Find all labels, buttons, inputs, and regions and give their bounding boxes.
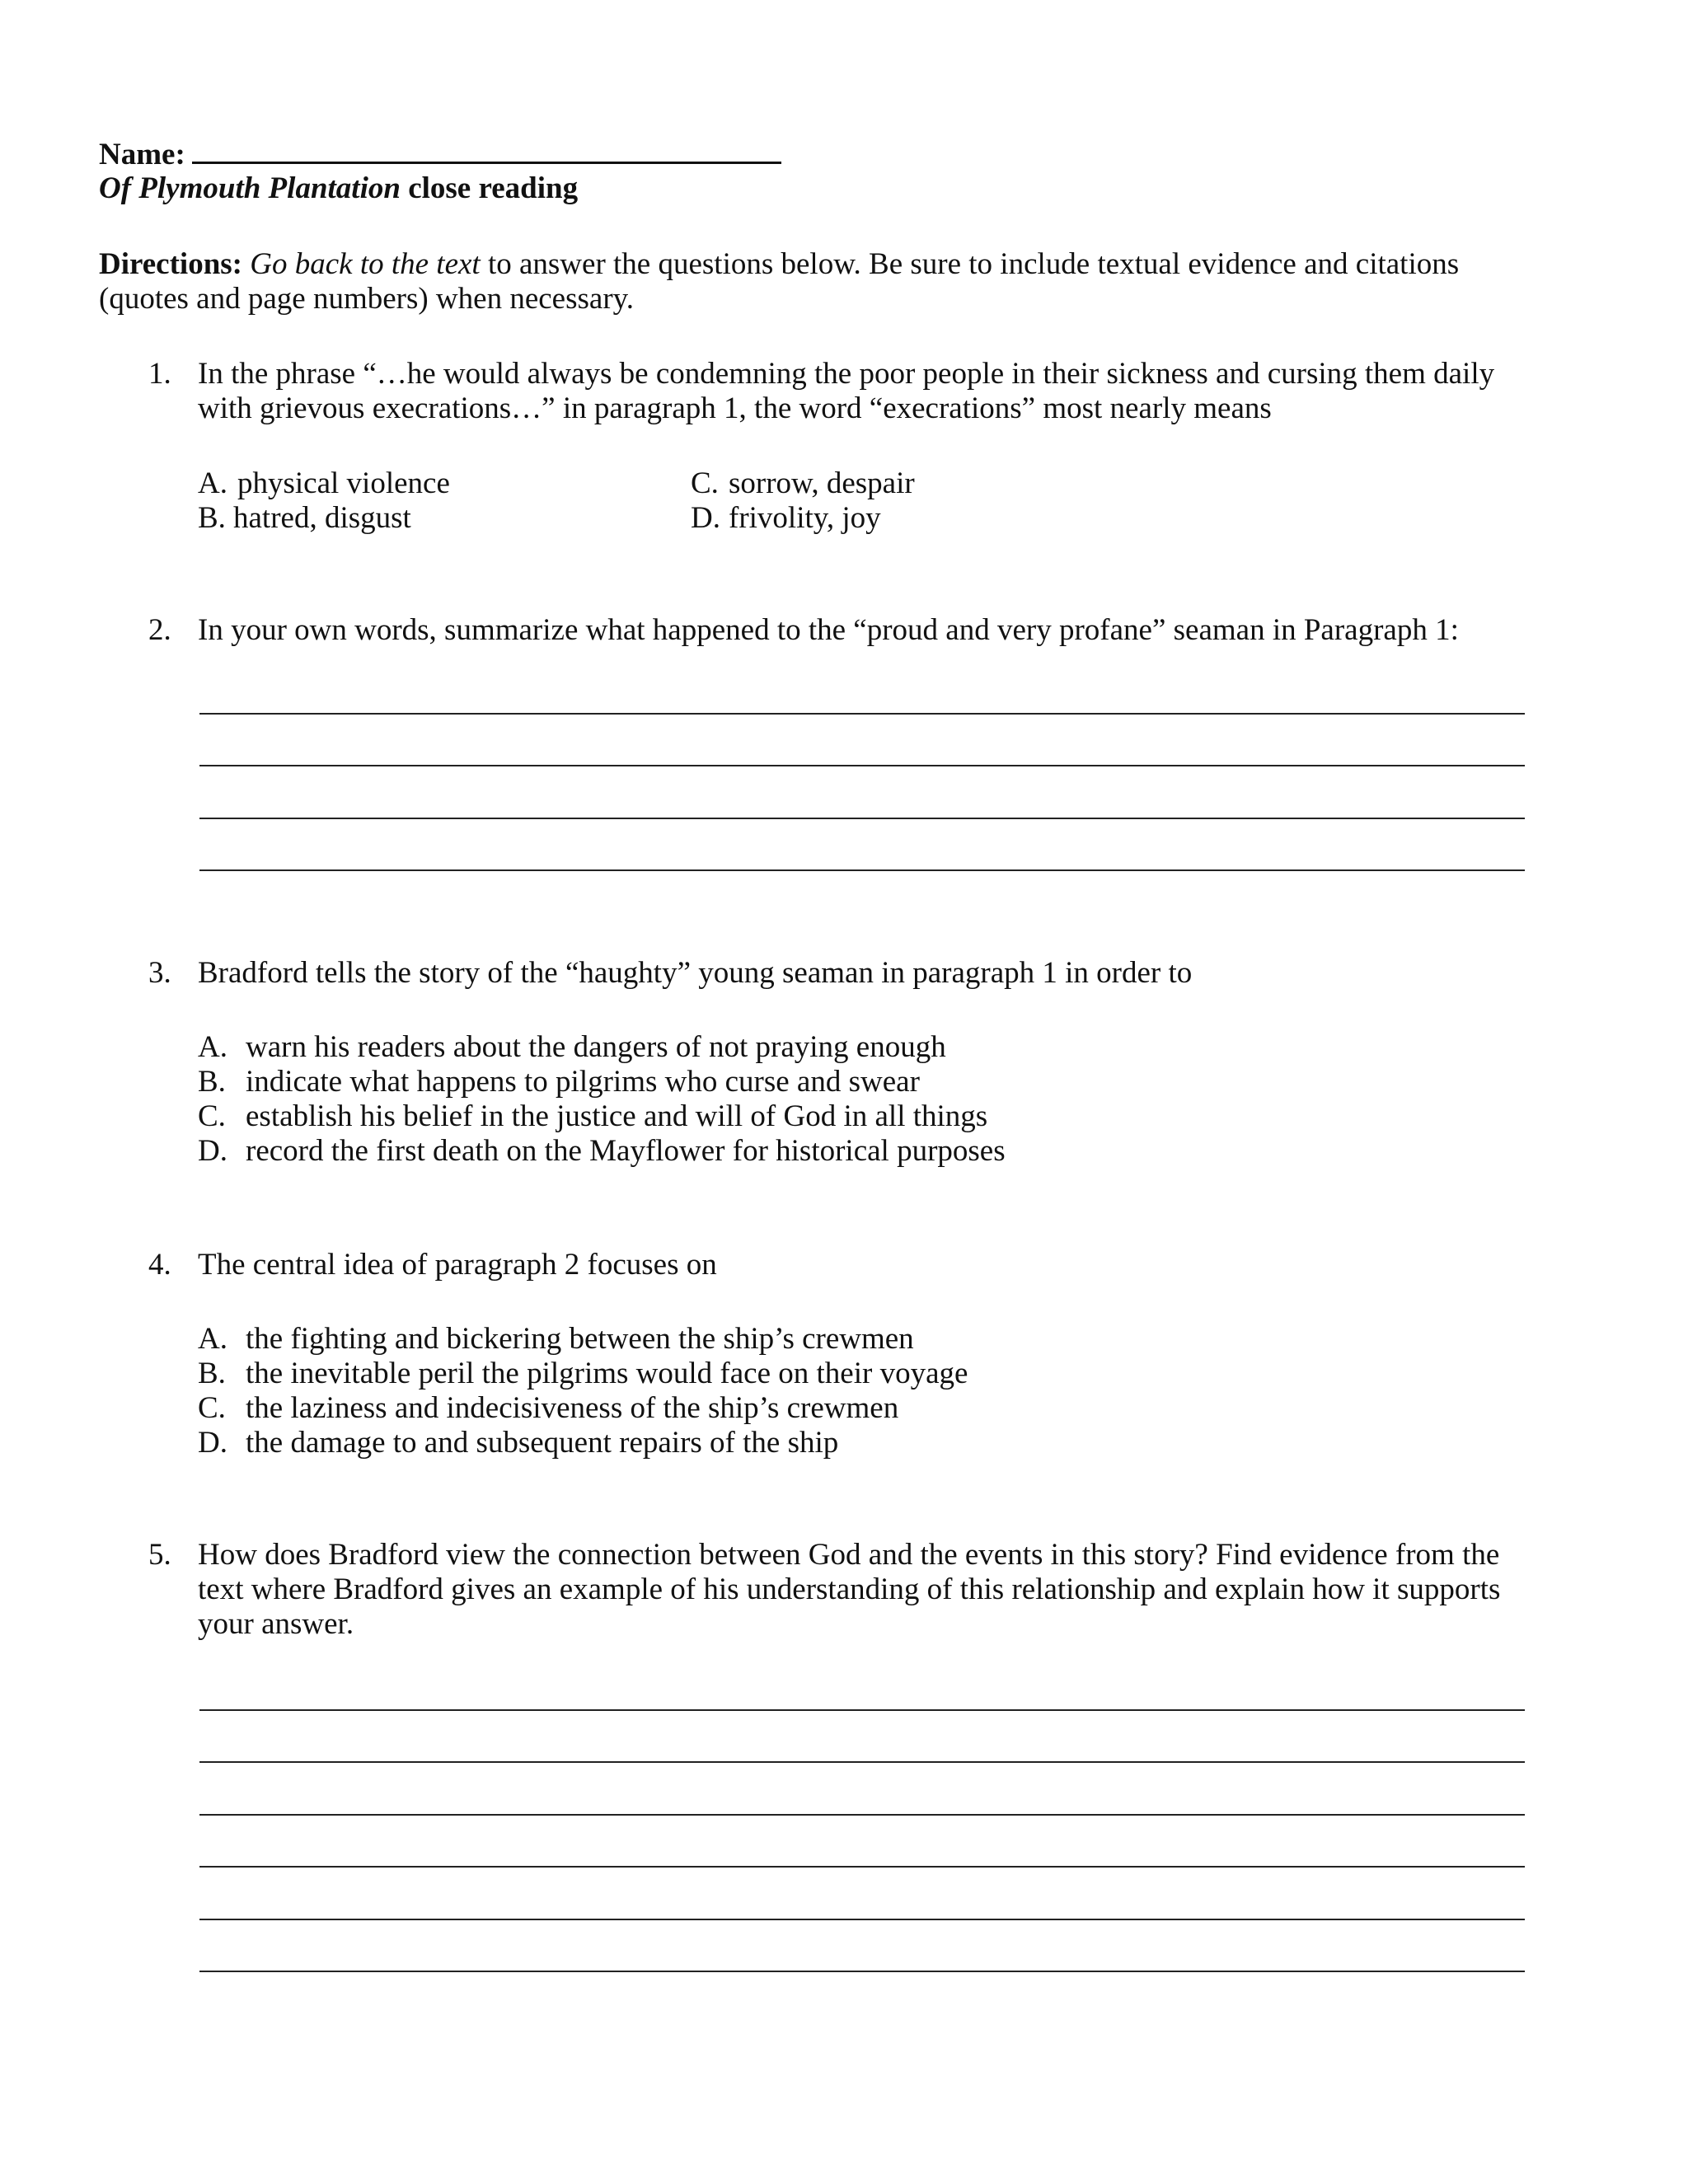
answer-line[interactable] (199, 1919, 1525, 1920)
option-letter: D. (198, 1426, 227, 1460)
answer-line[interactable] (199, 818, 1525, 819)
page-title (99, 171, 578, 206)
option-letter: C. (198, 1391, 226, 1425)
name-label: Name: (99, 138, 185, 171)
question-text-line: with grievous execrations…” in paragraph 1, the word “execrations” most nearly means (198, 391, 1272, 425)
option-text[interactable]: hatred, disgust (233, 501, 411, 535)
option-letter: B. (198, 1065, 226, 1099)
option-text[interactable]: establish his belief in the justice and will of God in all things (246, 1099, 988, 1133)
option-text[interactable]: physical violence (237, 466, 450, 500)
question-number: 2. (148, 613, 171, 647)
directions-label: Directions: (99, 247, 242, 281)
option-letter: C. (691, 466, 719, 500)
answer-line[interactable] (199, 713, 1525, 715)
option-text[interactable]: the fighting and bickering between the ship’s crewmen (246, 1322, 914, 1356)
answer-line[interactable] (199, 765, 1525, 766)
option-letter: C. (198, 1099, 226, 1133)
name-field (99, 137, 781, 172)
question-number: 4. (148, 1248, 171, 1282)
question-text-line: Bradford tells the story of the “haughty” young seaman in paragraph 1 in order to (198, 956, 1193, 990)
answer-line[interactable] (199, 869, 1525, 871)
question-text-line: The central idea of paragraph 2 focuses on (198, 1248, 717, 1282)
question-number: 1. (148, 357, 171, 391)
question-text-line: In your own words, summarize what happened to the “proud and very profane” seaman in Paragraph 1: (198, 613, 1459, 647)
question-text-line: your answer. (198, 1607, 354, 1641)
option-text[interactable]: frivolity, joy (729, 501, 881, 535)
answer-line[interactable] (199, 1709, 1525, 1711)
option-text[interactable]: the inevitable peril the pilgrims would face on their voyage (246, 1357, 968, 1390)
question-text-line: In the phrase “…he would always be condemning the poor people in their sickness and cursing them daily (198, 357, 1495, 391)
option-text[interactable]: sorrow, despair (729, 466, 915, 500)
option-letter: A. (198, 466, 227, 500)
directions-line-1 (99, 247, 1459, 282)
option-letter: A. (198, 1030, 227, 1064)
page-title-italic: Of Plymouth Plantation (99, 171, 401, 205)
page-title-rest: close reading (408, 171, 579, 205)
answer-line[interactable] (199, 1971, 1525, 1972)
question-text-line: How does Bradford view the connection between God and the events in this story? Find evidence from the (198, 1538, 1500, 1572)
question-text-line: text where Bradford gives an example of his understanding of this relationship and explain how it supports (198, 1572, 1501, 1606)
option-letter: B. (198, 501, 226, 535)
option-text[interactable]: the damage to and subsequent repairs of the ship (246, 1426, 839, 1460)
option-text[interactable]: record the first death on the Mayflower for historical purposes (246, 1134, 1006, 1168)
option-text[interactable]: indicate what happens to pilgrims who curse and swear (246, 1065, 920, 1099)
answer-line[interactable] (199, 1761, 1525, 1763)
option-text[interactable]: warn his readers about the dangers of not praying enough (246, 1030, 946, 1064)
directions-rest: to answer the questions below. Be sure to include textual evidence and citations (487, 247, 1460, 281)
option-text[interactable]: the laziness and indecisiveness of the ship’s crewmen (246, 1391, 899, 1425)
question-number: 3. (148, 956, 171, 990)
answer-line[interactable] (199, 1814, 1525, 1816)
option-letter: D. (198, 1134, 227, 1168)
option-letter: D. (691, 501, 720, 535)
question-number: 5. (148, 1538, 171, 1572)
directions-italic: Go back to the text (250, 247, 481, 281)
answer-line[interactable] (199, 1866, 1525, 1868)
option-letter: A. (198, 1322, 227, 1356)
directions-line-2: (quotes and page numbers) when necessary. (99, 282, 634, 316)
option-letter: B. (198, 1357, 226, 1390)
name-blank[interactable] (192, 137, 781, 164)
